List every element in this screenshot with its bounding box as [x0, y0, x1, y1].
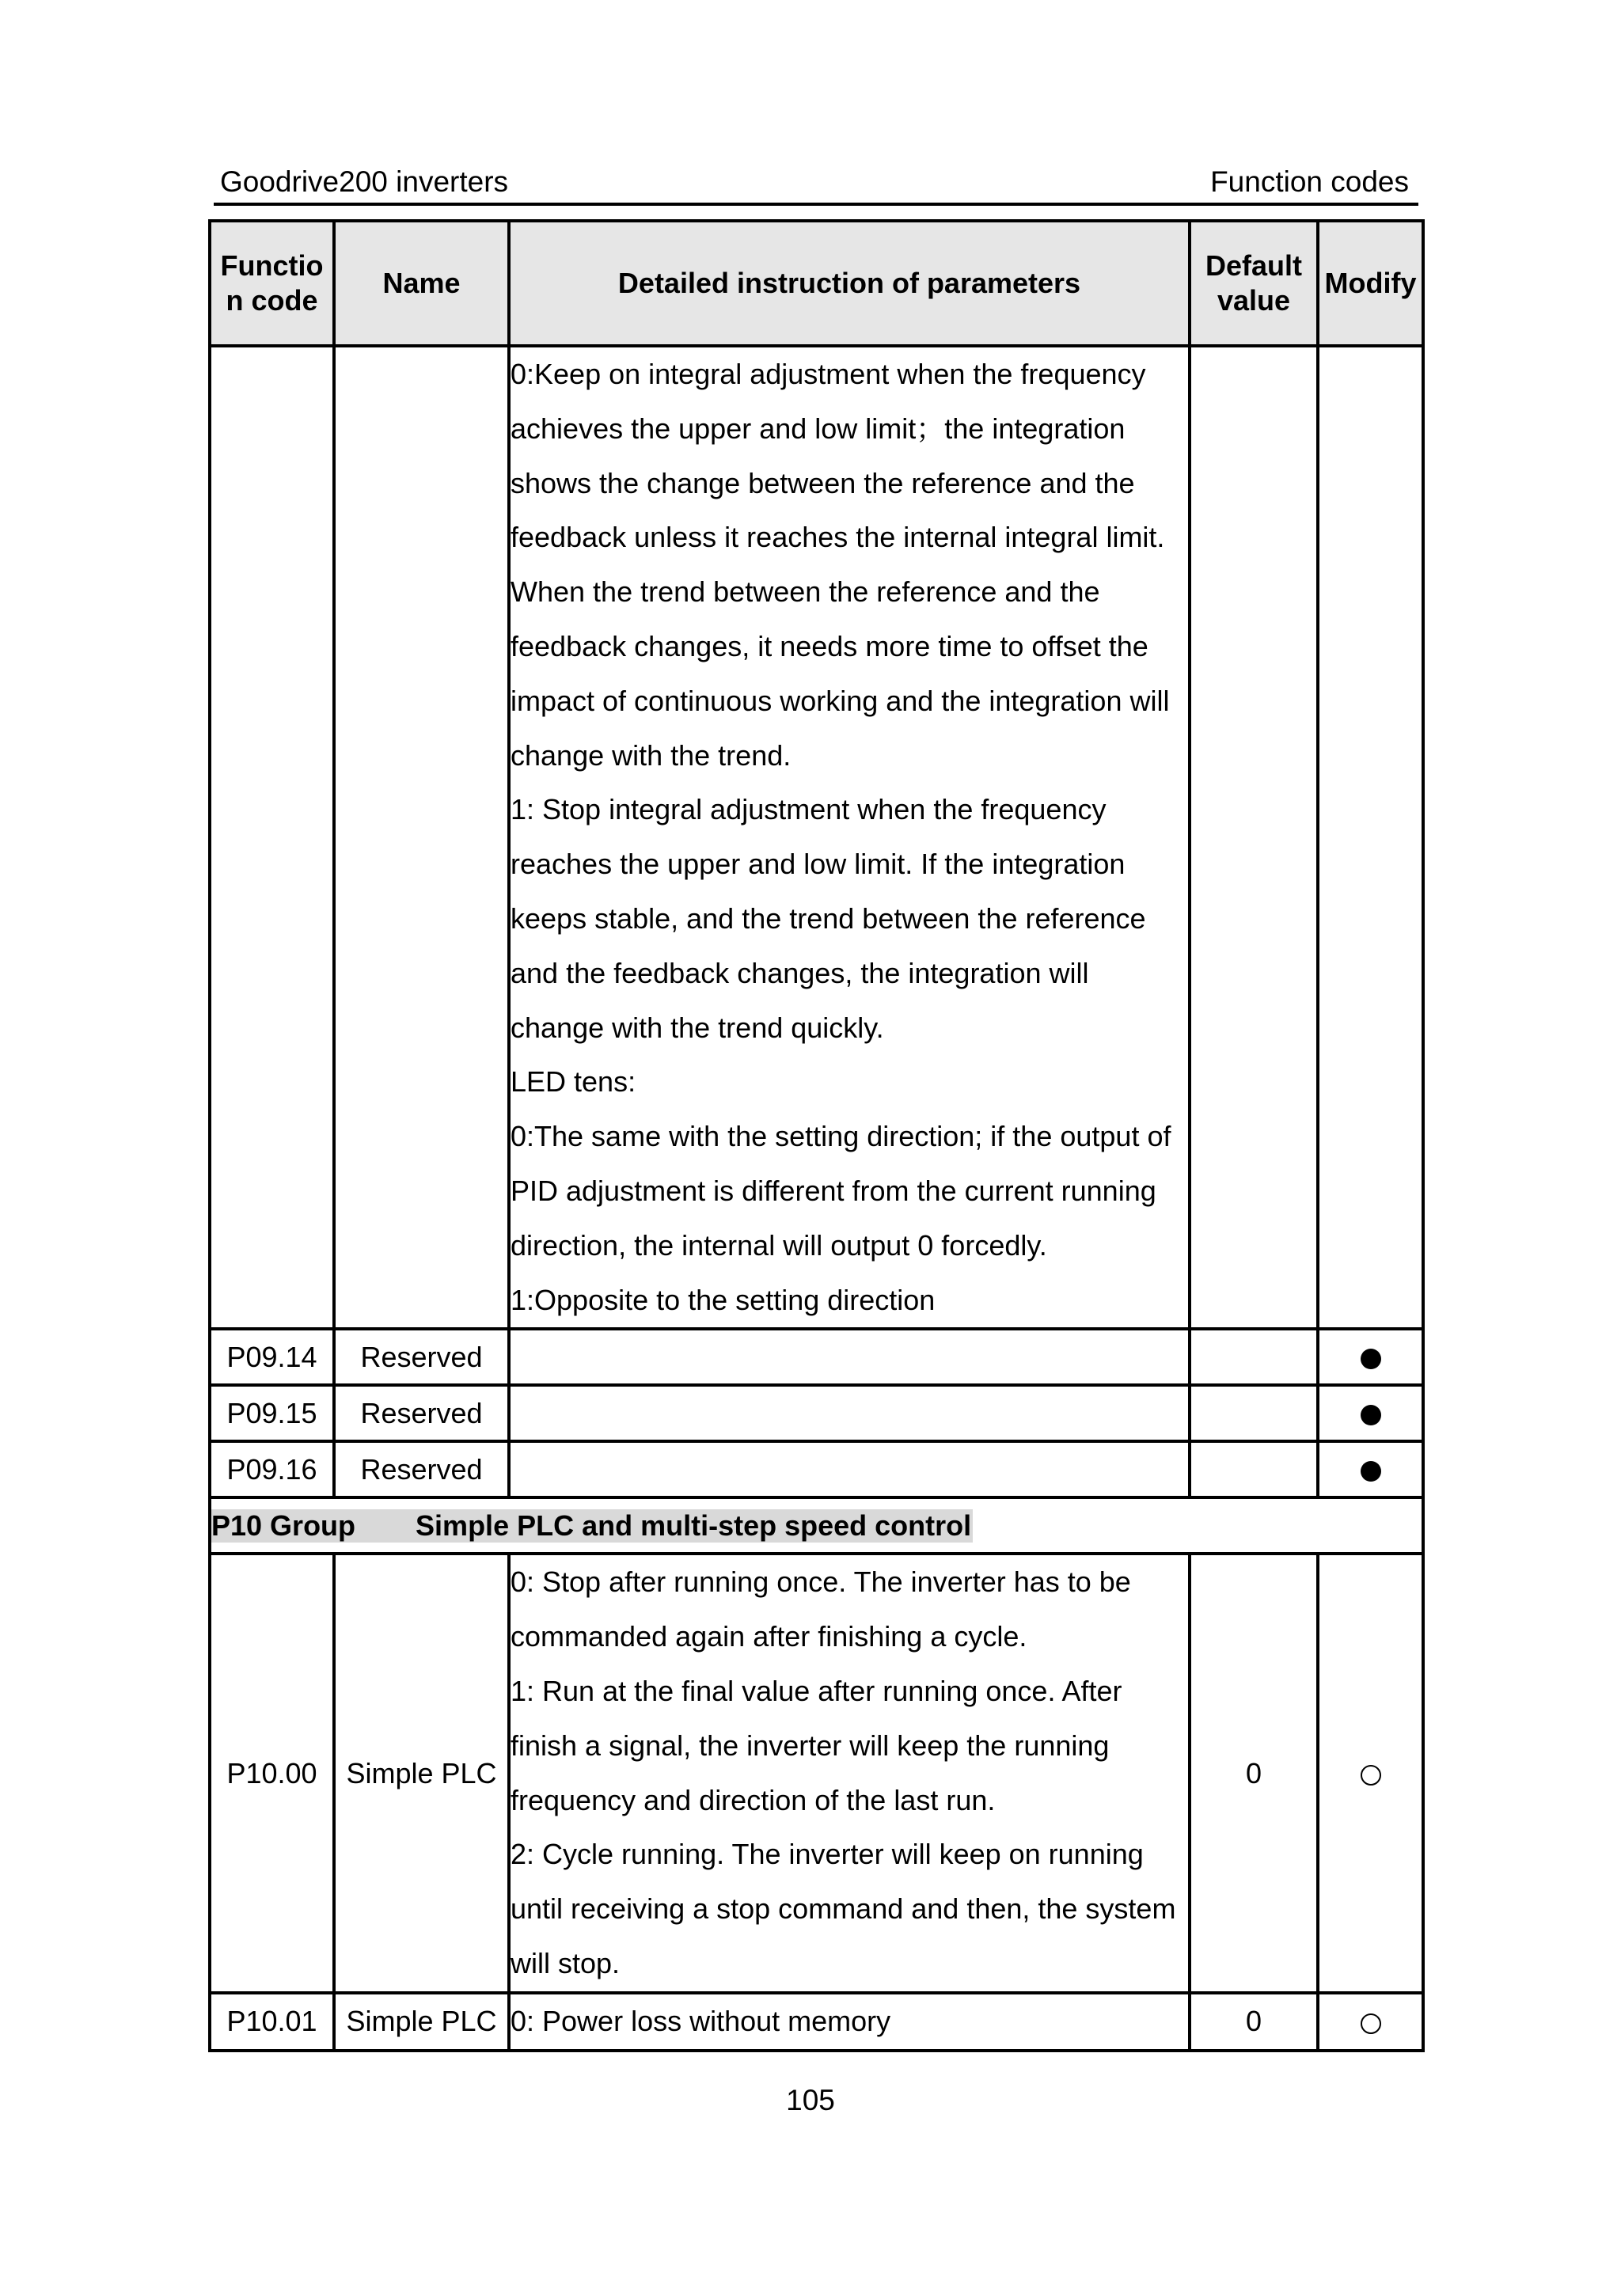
- table-row: [210, 1329, 1423, 1385]
- function-code-cell: P09.15: [210, 1385, 334, 1441]
- description-line: LED tens:: [511, 1065, 636, 1099]
- description-line: 1: Stop integral adjustment when the frequency: [511, 793, 1107, 826]
- modify-cell: [1318, 1385, 1423, 1441]
- default-cell: [1190, 1441, 1318, 1497]
- description-line: reaches the upper and low limit. If the integration: [511, 848, 1126, 881]
- description-line: change with the trend.: [511, 738, 792, 772]
- default-cell: 0: [1190, 1554, 1318, 1992]
- name-cell: Simple PLC: [334, 1554, 509, 1992]
- filled-dot-icon: [1361, 1349, 1381, 1369]
- column-header-code-line1: Functio: [220, 249, 324, 282]
- column-header-modify: Modify: [1318, 221, 1423, 346]
- group-id: P10 Group: [211, 1509, 356, 1542]
- description-line: and the feedback changes, the integration will: [511, 956, 1089, 989]
- description-cell: [509, 1441, 1190, 1497]
- filled-dot-icon: [1361, 1461, 1381, 1482]
- name-cell: Reserved: [334, 1441, 509, 1497]
- continued-code-cell: [210, 346, 334, 1329]
- description-line: until receiving a stop command and then, the system: [511, 1892, 1176, 1926]
- table-row: [210, 1993, 1423, 2051]
- modify-cell: [1318, 1329, 1423, 1385]
- open-circle-icon: [1361, 2013, 1381, 2034]
- description-line: will stop.: [511, 1946, 621, 1979]
- function-code-cell: P10.01: [210, 1993, 334, 2051]
- name-cell: Simple PLC: [334, 1993, 509, 2051]
- group-heading-cell: [210, 1497, 1423, 1554]
- table-row: [210, 1441, 1423, 1497]
- name-cell: Reserved: [334, 1329, 509, 1385]
- description-line: direction, the internal will output 0 forcedly.: [511, 1228, 1047, 1262]
- description-line: shows the change between the reference and the: [511, 466, 1135, 499]
- column-header-name: Name: [334, 221, 509, 346]
- default-cell: 0: [1190, 1993, 1318, 2051]
- description-line: 0:Keep on integral adjustment when the frequency: [511, 358, 1146, 390]
- description-line: 1: Run at the final value after running once. After: [511, 1674, 1122, 1707]
- description-line: PID adjustment is different from the current running: [511, 1174, 1156, 1207]
- document-header-title: Goodrive200 inverters: [220, 165, 509, 198]
- column-header-detail: Detailed instruction of parameters: [509, 221, 1190, 346]
- function-code-cell: P10.00: [210, 1554, 334, 1992]
- description-line: finish a signal, the inverter will keep the running: [511, 1729, 1110, 1762]
- continued-modify-cell: [1318, 346, 1423, 1329]
- modify-cell: [1318, 1554, 1423, 1992]
- column-header-default-line2: value: [1217, 284, 1291, 317]
- function-codes-table: [208, 219, 1425, 2052]
- group-heading: [211, 1509, 973, 1543]
- description-line: commanded again after finishing a cycle.: [511, 1620, 1027, 1653]
- table-header-row: [210, 221, 1423, 346]
- column-header-default: [1190, 221, 1318, 346]
- document-header-section: Function codes: [1210, 165, 1409, 198]
- name-cell: Reserved: [334, 1385, 509, 1441]
- description-line: 0: Stop after running once. The inverter has to be: [511, 1565, 1131, 1599]
- description-line: When the trend between the reference and the: [511, 575, 1100, 609]
- default-cell: [1190, 1329, 1318, 1385]
- description-line: 0:The same with the setting direction; if the output of: [511, 1120, 1171, 1153]
- table-row-continued: [210, 346, 1423, 1329]
- description-line: impact of continuous working and the integration will: [511, 684, 1170, 717]
- function-code-cell: P09.14: [210, 1329, 334, 1385]
- group-title: Simple PLC and multi-step speed control: [416, 1509, 972, 1542]
- modify-cell: [1318, 1993, 1423, 2051]
- page-number: 105: [786, 2084, 835, 2116]
- description-cell: [509, 1329, 1190, 1385]
- continued-description-cell: [509, 346, 1190, 1329]
- description-line: feedback changes, it needs more time to offset the: [511, 629, 1148, 662]
- table-row: [210, 1554, 1423, 1992]
- filled-dot-icon: [1361, 1405, 1381, 1425]
- description-line: frequency and direction of the last run.: [511, 1783, 996, 1816]
- default-cell: [1190, 1385, 1318, 1441]
- description-line: 2: Cycle running. The inverter will keep on running: [511, 1838, 1144, 1871]
- description-cell: [509, 1993, 1190, 2051]
- open-circle-icon: [1361, 1765, 1381, 1786]
- description-line: 1:Opposite to the setting direction: [511, 1283, 936, 1316]
- header-rule: [214, 203, 1418, 206]
- continued-name-cell: [334, 346, 509, 1329]
- description-cell: [509, 1554, 1190, 1992]
- column-header-code-line2: n code: [226, 284, 318, 317]
- description-cell: [509, 1385, 1190, 1441]
- function-code-cell: P09.16: [210, 1441, 334, 1497]
- description-line: achieves the upper and low limit；the integration: [511, 412, 1126, 445]
- continued-default-cell: [1190, 346, 1318, 1329]
- column-header-default-line1: Default: [1205, 249, 1302, 282]
- description-line: change with the trend quickly.: [511, 1011, 884, 1044]
- group-row: [210, 1497, 1423, 1554]
- description-line: feedback unless it reaches the internal integral limit.: [511, 521, 1165, 554]
- description-line: keeps stable, and the trend between the reference: [511, 901, 1146, 935]
- modify-cell: [1318, 1441, 1423, 1497]
- table-row: [210, 1385, 1423, 1441]
- column-header-function-code: [210, 221, 334, 346]
- description-line: 0: Power loss without memory: [511, 2004, 891, 2037]
